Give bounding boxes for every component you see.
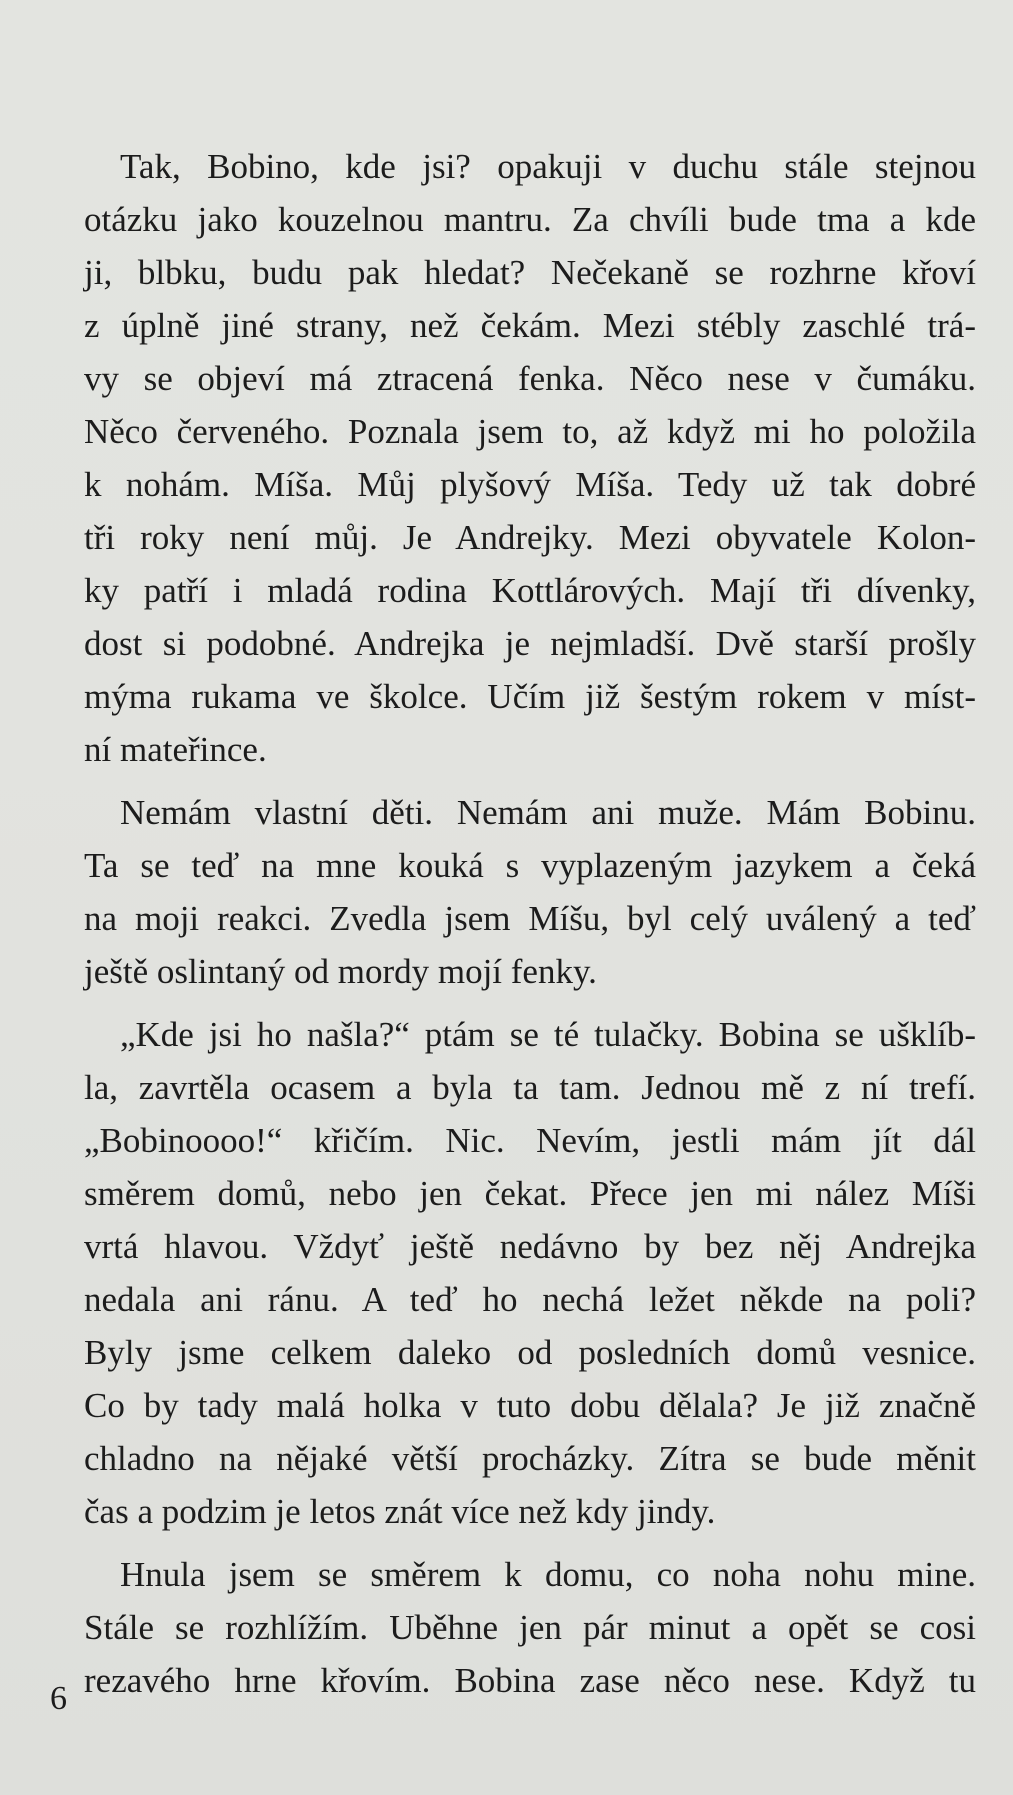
text-line: rezavého hrne křovím. Bobina zase něco nese. Když tu (84, 1661, 976, 1700)
text-line: la, zavrtěla ocasem a byla ta tam. Jednou mě z ní trefí. (84, 1068, 976, 1107)
text-line: otázku jako kouzelnou mantru. Za chvíli bude tma a kde (84, 200, 976, 239)
text-line: vrtá hlavou. Vždyť ještě nedávno by bez něj Andrejka (84, 1227, 976, 1266)
text-line: na moji reakci. Zvedla jsem Míšu, byl celý uválený a teď (84, 899, 976, 938)
text-line: Nemám vlastní děti. Nemám ani muže. Mám Bobinu. (120, 793, 976, 832)
text-line: Ta se teď na mne kouká s vyplazeným jazykem a čeká (84, 846, 976, 885)
text-line: ky patří i mladá rodina Kottlárových. Mají tři dívenky, (84, 571, 976, 610)
text-line: „Kde jsi ho našla?“ ptám se té tulačky. Bobina se ušklíb- (120, 1015, 976, 1054)
paragraph-4 (84, 1548, 976, 1707)
text-line: mýma rukama ve školce. Učím již šestým rokem v míst- (84, 677, 976, 716)
page-number: 6 (50, 1680, 67, 1717)
text-line: Něco červeného. Poznala jsem to, až když mi ho položila (84, 412, 976, 451)
text-line: Co by tady malá holka v tuto dobu dělala? Je již značně (84, 1386, 976, 1425)
paragraph-1 (84, 140, 976, 776)
text-line: „Bobinoooo!“ křičím. Nic. Nevím, jestli mám jít dál (84, 1121, 976, 1160)
text-line: vy se objeví má ztracená fenka. Něco nese v čumáku. (84, 359, 976, 398)
text-line: ji, blbku, budu pak hledat? Nečekaně se rozhrne křoví (84, 253, 976, 292)
text-line: nedala ani ránu. A teď ho nechá ležet někde na poli? (84, 1280, 976, 1319)
text-line: Hnula jsem se směrem k domu, co noha nohu mine. (120, 1555, 976, 1594)
text-line: Stále se rozhlížím. Uběhne jen pár minut a opět se cosi (84, 1608, 976, 1647)
paragraph-2 (84, 786, 976, 998)
text-line: ní mateřince. (84, 730, 267, 769)
text-line: Tak, Bobino, kde jsi? opakuji v duchu stále stejnou (120, 147, 976, 186)
text-line: dost si podobné. Andrejka je nejmladší. Dvě starší prošly (84, 624, 976, 663)
text-line: tři roky není můj. Je Andrejky. Mezi obyvatele Kolon- (84, 518, 976, 557)
text-line: z úplně jiné strany, než čekám. Mezi stébly zaschlé trá- (84, 306, 976, 345)
text-line: Byly jsme celkem daleko od posledních domů vesnice. (84, 1333, 976, 1372)
text-line: čas a podzim je letos znát více než kdy jindy. (84, 1492, 716, 1531)
text-line: směrem domů, nebo jen čekat. Přece jen mi nález Míši (84, 1174, 976, 1213)
paragraph-3 (84, 1008, 976, 1538)
text-line: ještě oslintaný od mordy mojí fenky. (84, 952, 597, 991)
text-line: k nohám. Míša. Můj plyšový Míša. Tedy už tak dobré (84, 465, 976, 504)
body-text (84, 140, 976, 1707)
text-line: chladno na nějaké větší procházky. Zítra se bude měnit (84, 1439, 976, 1478)
